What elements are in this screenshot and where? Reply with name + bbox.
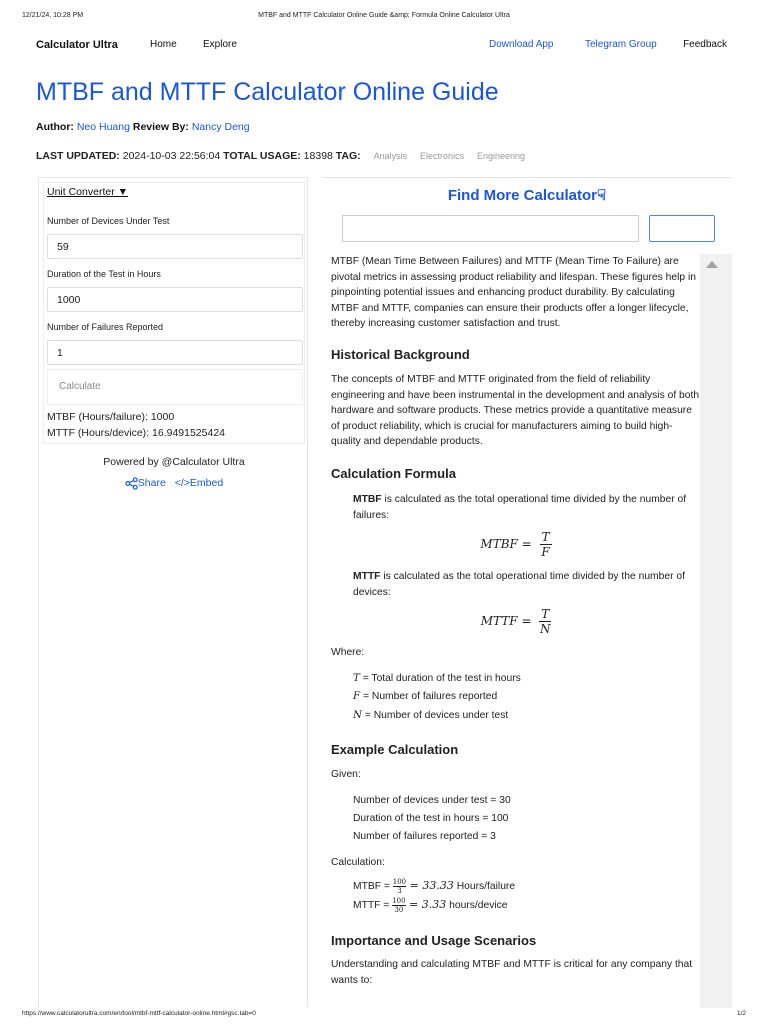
search-input[interactable] [342, 215, 639, 242]
calculate-button[interactable]: Calculate [47, 369, 303, 405]
mtbf-desc-text: is calculated as the total operational time divided by the number of failures: [353, 494, 687, 521]
mtbf-example-label: MTBF = [353, 881, 393, 893]
page-title: MTBF and MTTF Calculator Online Guide [36, 78, 499, 106]
given-item: Duration of the test in hours = 100 [353, 813, 509, 824]
mttf-description [353, 569, 701, 600]
history-paragraph: The concepts of MTBF and MTTF originated from the field of reliability engineering and have been instrumental in the development and analysis of both hardware and software products. These metrics provide a quantitative measure of product reliability, which is crucial for manufacturers aiming to build high-quality and dependable products. [331, 374, 700, 447]
author-link[interactable]: Neo Huang [76, 121, 130, 133]
where-text: = Number of failures reported [360, 691, 498, 702]
mttf-example-den: 30 [394, 906, 404, 914]
print-page-number: 1/2 [736, 1010, 746, 1017]
mttf-numerator: T [541, 607, 550, 621]
find-more-heading[interactable]: Find More Calculator☟ [447, 187, 607, 204]
mttf-term: MTTF [353, 571, 381, 582]
updated-label: LAST UPDATED: [36, 150, 120, 162]
mtbf-example-den: 3 [397, 887, 402, 895]
given-label: Given: [331, 769, 361, 780]
nav-explore-link[interactable]: Explore [203, 39, 237, 50]
mtbf-formula-lhs: MTBF = [480, 537, 532, 551]
top-navbar [36, 36, 732, 56]
updated-value: 2024-10-03 22:56:04 [122, 150, 221, 162]
where-text: = Number of devices under test [362, 710, 509, 721]
where-item [353, 671, 701, 687]
importance-paragraph: Understanding and calculating MTBF and MTTF is critical for any company that wants to: [331, 959, 693, 986]
mtbf-result: MTBF (Hours/failure): 1000 [47, 411, 175, 423]
mttf-formula-lhs: MTTF = [480, 614, 532, 628]
where-symbol: N [353, 709, 363, 721]
print-date: 12/21/24, 10:28 PM [22, 12, 84, 19]
brand-logo[interactable]: Calculator Ultra [36, 39, 118, 51]
importance-heading: Importance and Usage Scenarios [331, 933, 537, 948]
history-heading: Historical Background [331, 347, 470, 362]
print-title: MTBF and MTTF Calculator Online Guide &amp; Formula Online Calculator Ultra [258, 12, 510, 19]
formula-heading: Calculation Formula [331, 466, 456, 481]
scrollbar[interactable] [700, 254, 732, 1008]
duration-label: Duration of the Test in Hours [47, 269, 161, 279]
mtbf-fraction [540, 530, 552, 559]
author-label: Author: [36, 121, 74, 133]
unit-converter-toggle[interactable]: Unit Converter ▼ [47, 186, 129, 198]
print-url: https://www.calculatorultra.com/en/tool/mtbf-mttf-calculator-online.html#gsc.tab=0 [22, 1010, 256, 1017]
share-icon [125, 477, 138, 490]
mttf-example-label: MTTF = [353, 900, 393, 912]
where-symbol: F [353, 690, 361, 702]
where-text: = Total duration of the test in hours [359, 673, 521, 684]
mttf-fraction [539, 607, 551, 636]
tag-link[interactable]: Analysis [373, 151, 408, 161]
share-embed-row [39, 477, 309, 490]
share-button[interactable] [125, 477, 166, 490]
mttf-example-num: 100 [392, 897, 406, 905]
byline [36, 121, 250, 133]
calculator-panel [38, 177, 308, 1007]
mttf-result: MTTF (Hours/device): 16.9491525424 [47, 427, 226, 439]
mtbf-example [353, 878, 701, 895]
mtbf-example-fraction [393, 878, 406, 895]
mtbf-formula [331, 530, 701, 559]
search-button[interactable] [649, 215, 715, 242]
usage-label: TOTAL USAGE: [223, 150, 301, 162]
devices-input[interactable]: 59 [47, 234, 303, 259]
usage-value: 18398 [303, 150, 333, 162]
where-label: Where: [331, 647, 365, 658]
where-item [353, 689, 701, 705]
nav-feedback-link[interactable]: Feedback [683, 39, 727, 50]
example-heading: Example Calculation [331, 742, 459, 757]
nav-home-link[interactable]: Home [150, 39, 177, 50]
mttf-desc-text: is calculated as the total operational time divided by the number of devices: [353, 571, 685, 598]
given-item: Number of failures reported = 3 [353, 831, 496, 842]
scroll-up-arrow-icon[interactable] [706, 261, 718, 268]
mttf-example-value: = 3.33 [405, 898, 447, 912]
devices-label: Number of Devices Under Test [47, 216, 170, 226]
failures-input[interactable]: 1 [47, 340, 303, 365]
article-panel [322, 177, 732, 1007]
calculator-form [43, 182, 305, 444]
mttf-example-unit: hours/device [446, 900, 508, 912]
given-item: Number of devices under test = 30 [353, 795, 511, 806]
meta-info [36, 150, 525, 162]
print-header [22, 12, 746, 24]
duration-input[interactable]: 1000 [47, 287, 303, 312]
mtbf-example-value: = 33.33 [406, 879, 454, 893]
intro-paragraph: MTBF (Mean Time Between Failures) and MTTF (Mean Time To Failure) are pivotal metrics in assessing product reliability and lifespan. These figures help in pinpointing potential issues and enhancing product durability. By calculating MTBF and MTTF, companies can ensure their products offer a longer lifecycle, thereby increasing customer satisfaction and trust. [331, 256, 696, 329]
share-label: Share [137, 477, 166, 490]
embed-button[interactable]: </>Embed [174, 477, 224, 490]
mtbf-numerator: T [541, 530, 550, 544]
mtbf-example-unit: Hours/failure [453, 881, 516, 893]
where-symbol: T [353, 672, 360, 684]
review-label: Review By: [132, 121, 189, 133]
nav-telegram-link[interactable]: Telegram Group [585, 39, 657, 50]
mtbf-example-num: 100 [392, 878, 407, 886]
mtbf-term: MTBF [353, 494, 382, 505]
powered-by: Powered by @Calculator Ultra [103, 456, 245, 468]
mttf-formula [331, 607, 701, 636]
failures-label: Number of Failures Reported [47, 322, 164, 332]
mttf-example [353, 897, 701, 914]
tag-link[interactable]: Engineering [476, 151, 526, 161]
tag-link[interactable]: Electronics [420, 151, 465, 161]
mttf-example-fraction [392, 897, 405, 914]
where-item [353, 708, 701, 724]
mttf-denominator: N [540, 622, 551, 636]
mtbf-denominator: F [541, 545, 550, 559]
reviewer-link[interactable]: Nancy Deng [191, 121, 250, 133]
calculation-label: Calculation: [331, 857, 385, 868]
mtbf-description [353, 492, 701, 523]
tag-label: TAG: [335, 150, 361, 162]
nav-download-app-link[interactable]: Download App [489, 39, 554, 50]
